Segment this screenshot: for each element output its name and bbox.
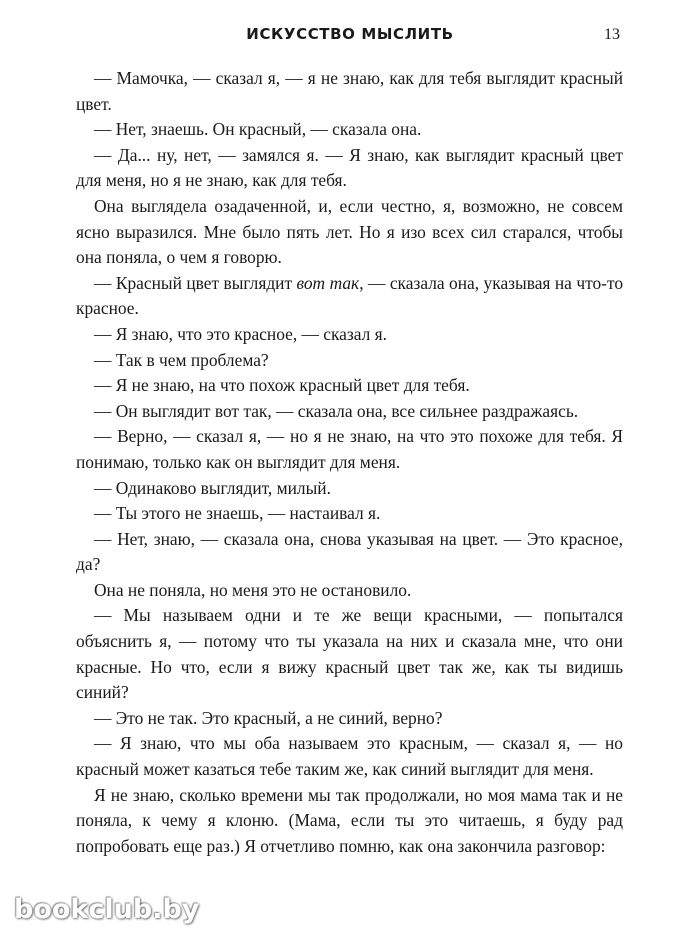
paragraph: — Мамочка, — сказал я, — я не знаю, как для тебя выглядит красный цвет. — [76, 68, 623, 114]
paragraph: — Он выглядит вот так, — сказала она, все сильнее раздражаясь. — [94, 400, 579, 421]
paragraph: Я не знаю, сколько времени мы так продолжали, но моя мама так и не поняла, к чему я клоню. (Мама, если ты это читаешь, я буду рад попробовать еще раз.) Я отчетливо помню, как она закончила разговор: — [76, 784, 623, 856]
page-number: 13 — [604, 26, 620, 43]
paragraph-text: — Красный цвет выглядит — [94, 272, 297, 293]
paragraph: — Одинаково выглядит, милый. — [94, 477, 331, 498]
body-text — [76, 66, 623, 859]
paragraph: — Нет, знаешь. Он красный, — сказала она. — [94, 119, 422, 140]
emphasis-text: вот так — [296, 272, 360, 293]
paragraph: — Так в чем проблема? — [94, 349, 269, 370]
paragraph: Она выглядела озадаченной, и, если честно, я, возможно, не совсем ясно выразился. Мне было пять лет. Но я изо всех сил старался, чтобы она поняла, о чем я говорю. — [76, 195, 623, 268]
running-head — [0, 24, 700, 46]
paragraph: — Верно, — сказал я, — но я не знаю, на что это похоже для тебя. Я понимаю, только как он выглядит для меня. — [76, 426, 623, 472]
paragraph — [76, 271, 623, 322]
paragraph: Она не поняла, но меня это не остановило. — [94, 579, 412, 600]
paragraph: — Да... ну, нет, — замялся я. — Я знаю, как выглядит красный цвет для меня, но я не знаю, как для тебя. — [76, 144, 623, 191]
paragraph: — Нет, знаю, — сказала она, снова указывая на цвет. — Это красное, да? — [76, 528, 623, 575]
paragraph: — Ты этого не знаешь, — настаивал я. — [94, 503, 381, 524]
paragraph: — Я не знаю, на что похож красный цвет для тебя. — [94, 375, 470, 396]
paragraph: — Я знаю, что это красное, — сказал я. — [94, 323, 387, 344]
paragraph: — Это не так. Это красный, а не синий, верно? — [94, 707, 443, 728]
paragraph: — Я знаю, что мы оба называем это красным, — сказал я, — но красный может казаться тебе таким же, как синий выглядит для меня. — [76, 733, 623, 780]
paragraph: — Мы называем одни и те же вещи красными, — попытался объяснить я, — потому что ты указала на них и сказала мне, что они красные. Но что, если я вижу красный цвет так же, как ты видишь синий? — [76, 605, 623, 703]
running-head-title: ИСКУССТВО МЫСЛИТЬ — [246, 25, 454, 43]
paragraph-text: , — сказала она, указывая на что-то красное. — [76, 272, 624, 319]
watermark-logo: bookclub.by — [14, 894, 200, 925]
